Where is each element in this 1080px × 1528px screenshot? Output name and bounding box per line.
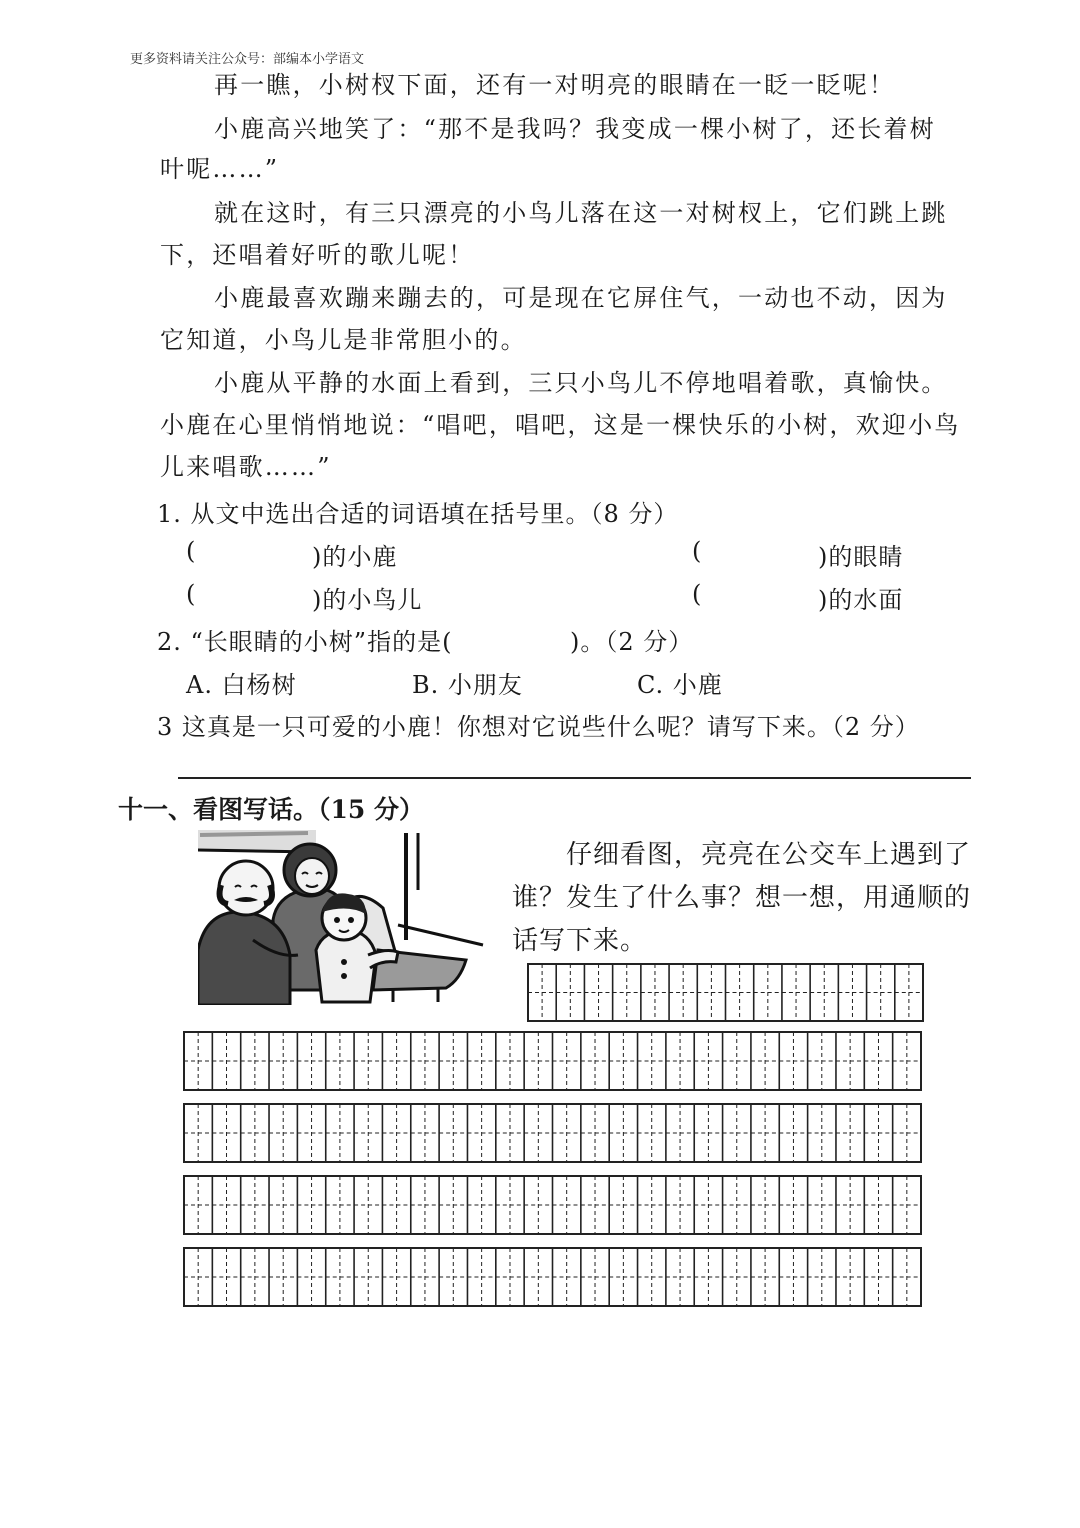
writing-cell[interactable] — [269, 1032, 297, 1090]
writing-cell[interactable] — [638, 1032, 666, 1090]
writing-cell[interactable] — [212, 1176, 240, 1234]
writing-cell[interactable] — [411, 1104, 439, 1162]
bus-scene-illustration — [198, 830, 488, 1005]
writing-cell[interactable] — [581, 1032, 609, 1090]
writing-cell[interactable] — [782, 964, 810, 1021]
writing-cell[interactable] — [382, 1176, 410, 1234]
writing-cell[interactable] — [810, 964, 838, 1021]
option-b: B. 小朋友 — [412, 671, 523, 699]
writing-cell[interactable] — [354, 1176, 382, 1234]
writing-cell[interactable] — [241, 1032, 269, 1090]
writing-cell[interactable] — [666, 1104, 694, 1162]
writing-grid-row[interactable] — [183, 1031, 923, 1093]
writing-cell[interactable] — [584, 964, 612, 1021]
writing-cell[interactable] — [382, 1032, 410, 1090]
writing-cell[interactable] — [867, 964, 895, 1021]
writing-cell[interactable] — [326, 1176, 354, 1234]
blank-open-paren: ( — [186, 580, 197, 608]
writing-cell[interactable] — [297, 1248, 325, 1306]
watermark-text: 更多资料请关注公众号：部编本小学语文 — [130, 52, 365, 67]
blank-phrase: )的眼睛 — [818, 543, 904, 571]
passage-line: 小鹿在心里悄悄地说：“唱吧，唱吧，这是一棵快乐的小树，欢迎小鸟 — [160, 411, 961, 439]
blank-open-paren: ( — [186, 537, 197, 565]
writing-cell[interactable] — [609, 1248, 637, 1306]
writing-cell[interactable] — [893, 1104, 921, 1162]
writing-cell[interactable] — [836, 1032, 864, 1090]
writing-cell[interactable] — [864, 1248, 892, 1306]
writing-cell[interactable] — [524, 1248, 552, 1306]
question-2-title: 2. “长眼睛的小树”指的是( — [157, 628, 453, 656]
writing-grid-row[interactable] — [527, 963, 925, 1024]
writing-cell[interactable] — [779, 1248, 807, 1306]
writing-cell[interactable] — [779, 1104, 807, 1162]
section-11-title: 十一、看图写话。（15 分） — [118, 795, 424, 824]
writing-cell[interactable] — [808, 1176, 836, 1234]
writing-cell[interactable] — [666, 1248, 694, 1306]
blank-phrase: )的小鹿 — [312, 543, 398, 571]
writing-cell[interactable] — [553, 1176, 581, 1234]
passage-line: 再一瞧，小树杈下面，还有一对明亮的眼睛在一眨一眨呢！ — [214, 71, 896, 99]
writing-cell[interactable] — [553, 1032, 581, 1090]
writing-cell[interactable] — [694, 1176, 722, 1234]
writing-cell[interactable] — [669, 964, 697, 1021]
writing-cell[interactable] — [613, 964, 641, 1021]
writing-cell[interactable] — [411, 1176, 439, 1234]
writing-cell[interactable] — [893, 1176, 921, 1234]
writing-cell[interactable] — [553, 1104, 581, 1162]
writing-cell[interactable] — [581, 1176, 609, 1234]
writing-grid-row[interactable] — [183, 1175, 923, 1237]
blank-open-paren: ( — [692, 580, 703, 608]
writing-cell[interactable] — [893, 1032, 921, 1090]
writing-cell[interactable] — [411, 1248, 439, 1306]
writing-cell[interactable] — [895, 964, 923, 1021]
writing-cell[interactable] — [528, 964, 556, 1021]
writing-cell[interactable] — [467, 1104, 495, 1162]
passage-line: 小鹿高兴地笑了：“那不是我吗？我变成一棵小树了，还长着树 — [214, 115, 936, 143]
writing-cell[interactable] — [241, 1104, 269, 1162]
writing-cell[interactable] — [439, 1248, 467, 1306]
passage-line: 小鹿从平静的水面上看到，三只小鸟儿不停地唱着歌，真愉快。 — [214, 369, 948, 397]
writing-cell[interactable] — [864, 1104, 892, 1162]
writing-grid-row[interactable] — [183, 1247, 923, 1309]
writing-cell[interactable] — [524, 1104, 552, 1162]
writing-cell[interactable] — [751, 1248, 779, 1306]
writing-cell[interactable] — [723, 1032, 751, 1090]
passage-line: 下，还唱着好听的歌儿呢！ — [160, 241, 475, 269]
writing-cell[interactable] — [641, 964, 669, 1021]
passage-line: 它知道，小鸟儿是非常胆小的。 — [160, 326, 527, 354]
writing-cell[interactable] — [269, 1248, 297, 1306]
picture-prompt-line: 谁？发生了什么事？想一想，用通顺的 — [512, 883, 972, 913]
writing-cell[interactable] — [694, 1032, 722, 1090]
writing-cell[interactable] — [439, 1032, 467, 1090]
writing-cell[interactable] — [836, 1104, 864, 1162]
writing-cell[interactable] — [836, 1176, 864, 1234]
writing-cell[interactable] — [808, 1104, 836, 1162]
writing-cell[interactable] — [411, 1032, 439, 1090]
writing-cell[interactable] — [723, 1104, 751, 1162]
answer-line — [178, 777, 971, 779]
writing-cell[interactable] — [184, 1248, 212, 1306]
writing-cell[interactable] — [184, 1104, 212, 1162]
writing-cell[interactable] — [694, 1248, 722, 1306]
writing-cell[interactable] — [893, 1248, 921, 1306]
writing-cell[interactable] — [269, 1104, 297, 1162]
writing-cell[interactable] — [836, 1248, 864, 1306]
writing-cell[interactable] — [723, 1176, 751, 1234]
picture-prompt-line: 话写下来。 — [512, 926, 648, 956]
writing-cell[interactable] — [524, 1176, 552, 1234]
writing-cell[interactable] — [751, 1176, 779, 1234]
passage-line: 小鹿最喜欢蹦来蹦去的，可是现在它屏住气，一动也不动，因为 — [214, 284, 948, 312]
writing-grid-row[interactable] — [183, 1103, 923, 1165]
writing-cell[interactable] — [609, 1104, 637, 1162]
writing-cell[interactable] — [496, 1032, 524, 1090]
writing-cell[interactable] — [354, 1032, 382, 1090]
passage-line: 儿来唱歌……” — [160, 453, 332, 481]
writing-cell[interactable] — [297, 1176, 325, 1234]
writing-cell[interactable] — [666, 1032, 694, 1090]
writing-cell[interactable] — [297, 1032, 325, 1090]
writing-cell[interactable] — [326, 1104, 354, 1162]
passage-line: 就在这时，有三只漂亮的小鸟儿落在这一对树杈上，它们跳上跳 — [214, 199, 948, 227]
writing-cell[interactable] — [382, 1248, 410, 1306]
writing-cell[interactable] — [269, 1176, 297, 1234]
writing-cell[interactable] — [354, 1104, 382, 1162]
question-2-title-end: )。（2 分） — [570, 628, 694, 656]
writing-cell[interactable] — [751, 1104, 779, 1162]
writing-cell[interactable] — [326, 1248, 354, 1306]
writing-cell[interactable] — [694, 1104, 722, 1162]
writing-cell[interactable] — [467, 1176, 495, 1234]
blank-phrase: )的水面 — [818, 586, 904, 614]
question-3-title: 3 这真是一只可爱的小鹿！你想对它说些什么呢？请写下来。（2 分） — [157, 713, 920, 741]
option-c: C. 小鹿 — [637, 671, 723, 699]
writing-cell[interactable] — [779, 1032, 807, 1090]
writing-cell[interactable] — [609, 1032, 637, 1090]
writing-cell[interactable] — [439, 1104, 467, 1162]
writing-cell[interactable] — [754, 964, 782, 1021]
writing-cell[interactable] — [726, 964, 754, 1021]
writing-cell[interactable] — [723, 1248, 751, 1306]
writing-cell[interactable] — [439, 1176, 467, 1234]
writing-cell[interactable] — [751, 1032, 779, 1090]
writing-cell[interactable] — [864, 1032, 892, 1090]
picture-prompt-line: 仔细看图，亮亮在公交车上遇到了 — [566, 840, 972, 870]
option-a: A. 白杨树 — [186, 671, 297, 699]
writing-cell[interactable] — [184, 1176, 212, 1234]
writing-cell[interactable] — [556, 964, 584, 1021]
writing-cell[interactable] — [326, 1032, 354, 1090]
writing-cell[interactable] — [354, 1248, 382, 1306]
writing-cell[interactable] — [496, 1104, 524, 1162]
writing-cell[interactable] — [864, 1176, 892, 1234]
question-1-title: 1. 从文中选出合适的词语填在括号里。（8 分） — [157, 500, 679, 528]
writing-cell[interactable] — [524, 1032, 552, 1090]
writing-cell[interactable] — [581, 1248, 609, 1306]
writing-cell[interactable] — [838, 964, 866, 1021]
writing-cell[interactable] — [212, 1248, 240, 1306]
writing-cell[interactable] — [638, 1176, 666, 1234]
blank-open-paren: ( — [692, 537, 703, 565]
writing-cell[interactable] — [241, 1176, 269, 1234]
writing-cell[interactable] — [697, 964, 725, 1021]
writing-cell[interactable] — [666, 1176, 694, 1234]
writing-cell[interactable] — [212, 1104, 240, 1162]
writing-cell[interactable] — [241, 1248, 269, 1306]
writing-cell[interactable] — [779, 1176, 807, 1234]
writing-cell[interactable] — [638, 1248, 666, 1306]
writing-cell[interactable] — [297, 1104, 325, 1162]
writing-cell[interactable] — [382, 1104, 410, 1162]
writing-cell[interactable] — [496, 1176, 524, 1234]
writing-cell[interactable] — [212, 1032, 240, 1090]
writing-cell[interactable] — [184, 1032, 212, 1090]
writing-cell[interactable] — [553, 1248, 581, 1306]
passage-line: 叶呢……” — [160, 155, 280, 183]
writing-cell[interactable] — [496, 1248, 524, 1306]
writing-cell[interactable] — [467, 1248, 495, 1306]
writing-cell[interactable] — [581, 1104, 609, 1162]
writing-cell[interactable] — [808, 1032, 836, 1090]
writing-cell[interactable] — [467, 1032, 495, 1090]
writing-cell[interactable] — [609, 1176, 637, 1234]
writing-cell[interactable] — [638, 1104, 666, 1162]
writing-cell[interactable] — [808, 1248, 836, 1306]
blank-phrase: )的小鸟儿 — [312, 586, 423, 614]
